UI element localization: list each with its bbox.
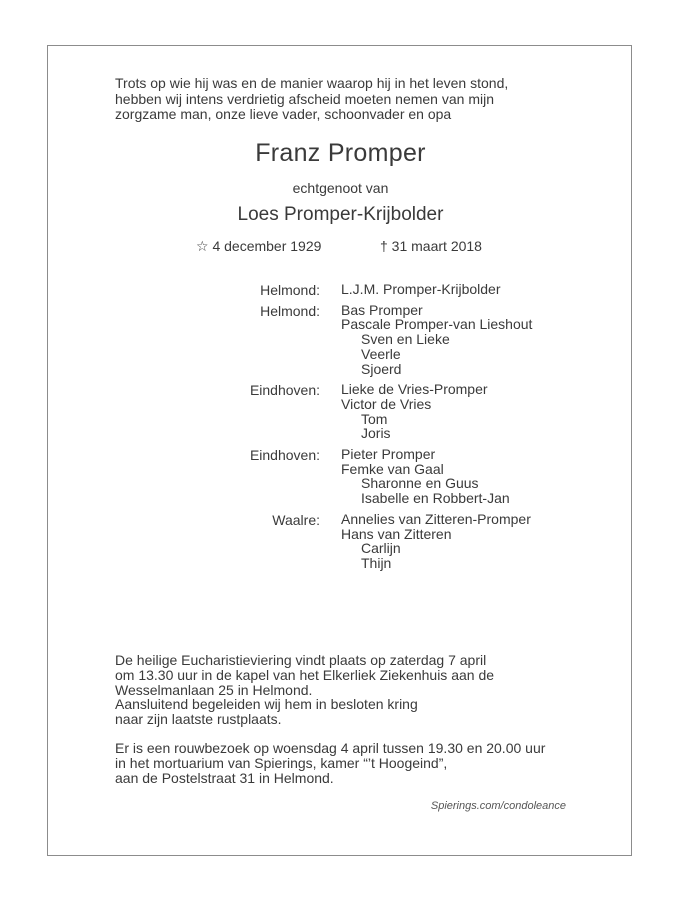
family-group xyxy=(0,447,681,506)
website-link[interactable]: Spierings.com/condoleance xyxy=(430,800,566,812)
grandchild-name: Tom xyxy=(361,410,388,427)
family-names xyxy=(341,447,681,506)
ceremony-line: om 13.30 uur in de kapel van het Elkerliek Ziekenhuis aan de xyxy=(115,666,495,683)
family-place: Eindhoven: xyxy=(249,382,320,399)
ceremony-line: Aansluitend begeleiden wij hem in besloten kring xyxy=(115,696,418,713)
ceremony-paragraph xyxy=(115,653,585,727)
family-member-name: Hans van Zitteren xyxy=(341,525,452,542)
ceremony-paragraph xyxy=(115,741,585,785)
family-place: Helmond: xyxy=(260,302,320,319)
grandchild-name: Thijn xyxy=(361,554,392,571)
family-member-name: Annelies van Zitteren-Promper xyxy=(341,510,531,527)
family-names xyxy=(341,382,681,441)
family-member-name: Bas Promper xyxy=(341,301,423,318)
family-member-name: L.J.M. Promper-Krijbolder xyxy=(341,281,501,297)
family-member-name: Victor de Vries xyxy=(341,395,432,412)
intro-line: Trots op wie hij was en de manier waarop hij in het leven stond, xyxy=(115,75,509,91)
family-member-name: Pascale Promper-van Lieshout xyxy=(341,316,533,333)
grandchild-name: Joris xyxy=(361,425,391,442)
family-names xyxy=(341,282,681,297)
ceremony-line: Wesselmanlaan 25 in Helmond. xyxy=(115,681,313,698)
ceremony-line: in het mortuarium van Spierings, kamer “’t Hoogeind”, xyxy=(115,754,448,771)
grandchild-name: Veerle xyxy=(361,345,401,362)
family-member-name: Femke van Gaal xyxy=(341,460,444,477)
grandchild-name: Isabelle en Robbert-Jan xyxy=(361,490,510,507)
grandchild-name: Sjoerd xyxy=(361,360,402,377)
family-names xyxy=(341,303,681,377)
deceased-name: Franz Promper xyxy=(255,139,426,167)
ceremony-line: naar zijn laatste rustplaats. xyxy=(115,711,282,728)
intro-text xyxy=(115,76,585,123)
family-list xyxy=(0,282,681,577)
family-group xyxy=(0,303,681,377)
spouse-name: Loes Promper-Krijbolder xyxy=(237,204,444,225)
ceremony-line: aan de Postelstraat 31 in Helmond. xyxy=(115,769,334,786)
family-place: Helmond: xyxy=(260,282,320,298)
intro-line: hebben wij intens verdrietig afscheid moeten nemen van mijn xyxy=(115,90,494,107)
grandchild-name: Carlijn xyxy=(361,540,401,557)
ceremony-line: Er is een rouwbezoek op woensdag 4 april tussen 19.30 en 20.00 uur xyxy=(115,739,546,756)
family-member-name: Lieke de Vries-Promper xyxy=(341,381,488,398)
birth-date: ☆ 4 december 1929 xyxy=(196,238,322,254)
family-names xyxy=(341,512,681,571)
family-group xyxy=(0,282,681,297)
grandchild-name: Sven en Lieke xyxy=(361,331,450,348)
spouse-label: echtgenoot van xyxy=(292,180,389,196)
family-place: Eindhoven: xyxy=(249,447,320,464)
family-member-name: Pieter Promper xyxy=(341,446,436,463)
death-date: † 31 maart 2018 xyxy=(380,238,482,254)
family-place: Waalre: xyxy=(272,511,320,528)
ceremony-info xyxy=(115,653,585,799)
family-group xyxy=(0,382,681,441)
ceremony-line: De heilige Eucharistieviering vindt plaats op zaterdag 7 april xyxy=(115,652,487,668)
intro-line: zorgzame man, onze lieve vader, schoonvader en opa xyxy=(115,106,452,122)
grandchild-name: Sharonne en Guus xyxy=(361,475,479,492)
family-group xyxy=(0,512,681,571)
